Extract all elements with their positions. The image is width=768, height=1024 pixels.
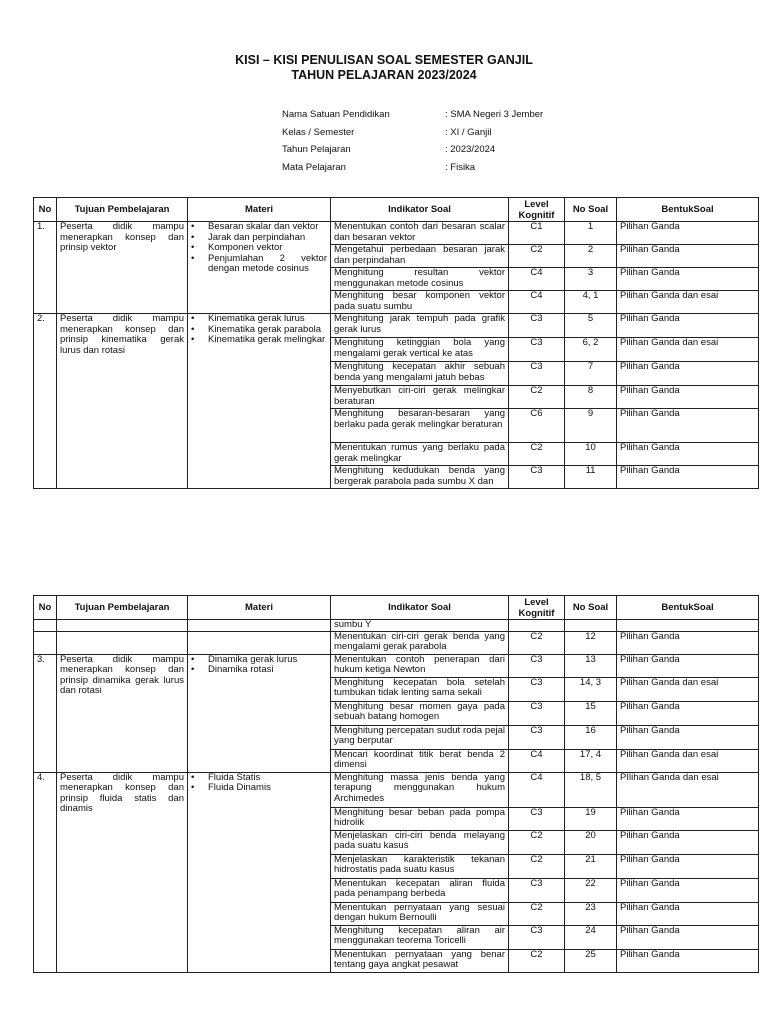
no-soal: 20	[565, 830, 617, 854]
row-number	[34, 620, 57, 632]
no-soal	[565, 620, 617, 632]
info-label: Tahun Pelajaran	[282, 144, 351, 155]
level-kognitif: C2	[509, 245, 565, 268]
no-soal: 13	[565, 654, 617, 677]
no-soal: 17, 4	[565, 749, 617, 772]
header-materi: Materi	[188, 198, 331, 222]
no-soal: 10	[565, 443, 617, 466]
materi-cell	[188, 222, 331, 314]
no-soal: 18, 5	[565, 772, 617, 807]
materi-item: • Kinematika gerak melingkar	[191, 335, 327, 346]
level-kognitif: C3	[509, 677, 565, 701]
materi-cell	[188, 654, 331, 772]
bentuk-soal: Pilihan Ganda	[617, 409, 759, 443]
bentuk-soal: Pilihan Ganda	[617, 222, 759, 245]
title-line-2: TAHUN PELAJARAN 2023/2024	[291, 68, 477, 82]
level-kognitif: C4	[509, 772, 565, 807]
level-kognitif: C2	[509, 631, 565, 654]
indikator-text: Menghitung besaran-besaran yang berlaku pada gerak melingkar beraturan	[331, 409, 509, 443]
header-level: Level Kognitif	[509, 596, 565, 620]
bentuk-soal: Pilihan Ganda	[617, 902, 759, 925]
level-kognitif: C2	[509, 830, 565, 854]
row-number: 3.	[34, 654, 57, 772]
materi-cell	[188, 772, 331, 972]
indikator-text: Menjelaskan ciri-ciri benda melayang pada suatu kasus	[331, 830, 509, 854]
materi-list	[191, 773, 327, 794]
no-soal: 9	[565, 409, 617, 443]
kisi-table-page-1	[33, 197, 759, 489]
bentuk-soal: Pilihan Ganda	[617, 443, 759, 466]
bentuk-soal: Pilihan Ganda	[617, 807, 759, 830]
header-indikator: Indikator Soal	[331, 596, 509, 620]
level-kognitif: C3	[509, 338, 565, 362]
indikator-text: Mencari koordinat titik berat benda 2 dimensi	[331, 749, 509, 772]
tujuan-text: Peserta didik mampu menerapkan konsep dan prinsip fluida statis dan dinamis	[57, 772, 188, 972]
indikator-text: Menentukan contoh penerapan dari hukum ketiga Newton	[331, 654, 509, 677]
bentuk-soal: Pilihan Ganda	[617, 925, 759, 949]
indikator-text: Menghitung kecepatan aliran air menggunakan teorema Toricelli	[331, 925, 509, 949]
no-soal: 19	[565, 807, 617, 830]
indikator-text: Menghitung massa jenis benda yang terapung menggunakan hukum Archimedes	[331, 772, 509, 807]
header-materi: Materi	[188, 596, 331, 620]
materi-item: • Komponen vektor	[191, 243, 327, 254]
no-soal: 12	[565, 631, 617, 654]
no-soal: 3	[565, 268, 617, 291]
indikator-text: Menghitung kedudukan benda yang bergerak parabola pada sumbu X dan	[331, 466, 509, 489]
indikator-text: Menentukan ciri-ciri gerak benda yang mengalami gerak parabola	[331, 631, 509, 654]
level-kognitif: C3	[509, 701, 565, 725]
indikator-text: Menghitung besar komponen vektor pada suatu sumbu	[331, 291, 509, 314]
indikator-text: Menghitung percepatan sudut roda pejal yang berputar	[331, 725, 509, 749]
materi-item: • Penjumlahan 2 vektor dengan metode cosinus	[191, 254, 327, 275]
level-kognitif	[509, 620, 565, 632]
indikator-text: Menentukan rumus yang berlaku pada gerak melingkar	[331, 443, 509, 466]
no-soal: 6, 2	[565, 338, 617, 362]
no-soal: 14, 3	[565, 677, 617, 701]
row-number: 4.	[34, 772, 57, 972]
tujuan-text: Peserta didik mampu menerapkan konsep dan prinsip vektor	[57, 222, 188, 314]
level-kognitif: C4	[509, 268, 565, 291]
materi-item: • Fluida Dinamis	[191, 783, 327, 794]
info-label: Mata Pelajaran	[282, 161, 346, 173]
materi-list	[191, 655, 327, 676]
no-soal: 4, 1	[565, 291, 617, 314]
bentuk-soal: Pilihan Ganda	[617, 631, 759, 654]
level-kognitif: C2	[509, 854, 565, 878]
no-soal: 23	[565, 902, 617, 925]
info-value: : Fisika	[445, 161, 476, 173]
level-kognitif: C2	[509, 949, 565, 972]
level-kognitif: C3	[509, 807, 565, 830]
level-kognitif: C1	[509, 222, 565, 245]
table-row	[34, 631, 759, 654]
bentuk-soal: Pilihan Ganda	[617, 268, 759, 291]
bentuk-soal: Pilihan Ganda	[617, 701, 759, 725]
indikator-text: Menghitung ketinggian bola yang mengalami gerak vertical ke atas	[331, 338, 509, 362]
header-level: Level Kognitif	[509, 198, 565, 222]
level-kognitif: C3	[509, 925, 565, 949]
level-kognitif: C3	[509, 466, 565, 489]
indikator-text: Menentukan pernyataan yang sesuai dengan hukum Bernoulli	[331, 902, 509, 925]
materi-item: • Dinamika rotasi	[191, 665, 327, 676]
no-soal: 5	[565, 314, 617, 338]
no-soal: 11	[565, 466, 617, 489]
bentuk-soal: Pilihan Ganda dan esai	[617, 338, 759, 362]
no-soal: 15	[565, 701, 617, 725]
bentuk-soal: Pilihan Ganda	[617, 854, 759, 878]
bentuk-soal: Pilihan Ganda	[617, 466, 759, 489]
level-kognitif: C2	[509, 443, 565, 466]
header-tujuan: Tujuan Pembelajaran	[57, 596, 188, 620]
materi-cell	[188, 314, 331, 489]
no-soal: 24	[565, 925, 617, 949]
table-row	[34, 772, 759, 807]
level-kognitif: C3	[509, 362, 565, 386]
info-label: Nama Satuan Pendidikan	[282, 109, 390, 120]
no-soal: 7	[565, 362, 617, 386]
title-line-1: KISI – KISI PENULISAN SOAL SEMESTER GANJIL	[235, 53, 533, 67]
bentuk-soal: Pilihan Ganda	[617, 654, 759, 677]
indikator-text: sumbu Y	[331, 620, 509, 632]
materi-item: • Dinamika gerak lurus	[191, 655, 327, 666]
row-number: 1.	[34, 222, 57, 314]
row-number	[34, 631, 57, 654]
header-no: No	[34, 198, 57, 222]
bentuk-soal: Pilihan Ganda	[617, 386, 759, 409]
bentuk-soal: Pilihan Ganda	[617, 949, 759, 972]
indikator-text: Menyebutkan ciri-ciri gerak melingkar beraturan	[331, 386, 509, 409]
info-value: : SMA Negeri 3 Jember	[445, 109, 544, 120]
info-value: : XI / Ganjil	[445, 126, 492, 138]
materi-item: • Jarak dan perpindahan	[191, 233, 327, 244]
materi-item: • Fluida Statis	[191, 773, 327, 784]
indikator-text: Menghitung kecepatan akhir sebuah benda yang mengalami jatuh bebas	[331, 362, 509, 386]
no-soal: 22	[565, 878, 617, 902]
row-number: 2.	[34, 314, 57, 489]
indikator-text: Menentukan contoh dari besaran scalar dan besaran vektor	[331, 222, 509, 245]
no-soal: 1	[565, 222, 617, 245]
level-kognitif: C3	[509, 878, 565, 902]
header-nosoal: No Soal	[565, 596, 617, 620]
header-no: No	[34, 596, 57, 620]
table-header-row	[34, 198, 759, 222]
materi-item: • Kinematika gerak parabola	[191, 325, 327, 336]
bentuk-soal: Pilihan Ganda	[617, 830, 759, 854]
bentuk-soal: Pilihan Ganda dan esai	[617, 677, 759, 701]
level-kognitif: C4	[509, 749, 565, 772]
bentuk-soal: Pilihan Ganda dan esai	[617, 749, 759, 772]
tujuan-text: Peserta didik mampu menerapkan konsep dan prinsip dinamika gerak lurus dan rotasi	[57, 654, 188, 772]
bentuk-soal	[617, 620, 759, 632]
indikator-text: Menghitung kecepatan bola setelah tumbukan tidak lenting sama sekali	[331, 677, 509, 701]
header-bentuk: BentukSoal	[617, 198, 759, 222]
header-bentuk: BentukSoal	[617, 596, 759, 620]
tujuan-text	[57, 631, 188, 654]
info-label: Kelas / Semester	[282, 126, 355, 138]
tujuan-text	[57, 620, 188, 632]
table-row	[34, 314, 759, 338]
header-indikator: Indikator Soal	[331, 198, 509, 222]
table-row	[34, 654, 759, 677]
materi-cell	[188, 631, 331, 654]
bentuk-soal: Pilihan Ganda	[617, 314, 759, 338]
indikator-text: Menjelaskan karakteristik tekanan hidrostatis pada suatu kasus	[331, 854, 509, 878]
indikator-text: Mengetahui perbedaan besaran jarak dan perpindahan	[331, 245, 509, 268]
info-value: : 2023/2024	[445, 144, 496, 155]
bentuk-soal: Pilihan Ganda dan esai	[617, 291, 759, 314]
materi-list	[191, 222, 327, 275]
kisi-table-page-2	[33, 595, 759, 973]
indikator-text: Menghitung resultan vektor menggunakan metode cosinus	[331, 268, 509, 291]
bentuk-soal: Pilihan Ganda	[617, 245, 759, 268]
indikator-text: Menentukan pernyataan yang benar tentang gaya angkat pesawat	[331, 949, 509, 972]
table-row	[34, 222, 759, 245]
no-soal: 16	[565, 725, 617, 749]
no-soal: 2	[565, 245, 617, 268]
bentuk-soal: Pilihan Ganda	[617, 878, 759, 902]
level-kognitif: C3	[509, 314, 565, 338]
materi-cell	[188, 620, 331, 632]
indikator-text: Menentukan kecepatan aliran fluida pada penampang berbeda	[331, 878, 509, 902]
table-row	[34, 620, 759, 632]
header-nosoal: No Soal	[565, 198, 617, 222]
bentuk-soal: Pilihan Ganda	[617, 725, 759, 749]
no-soal: 8	[565, 386, 617, 409]
indikator-text: Menghitung besar beban pada pompa hidrolik	[331, 807, 509, 830]
materi-list	[191, 314, 327, 346]
tujuan-text: Peserta didik mampu menerapkan konsep dan prinsip kinematika gerak lurus dan rotasi	[57, 314, 188, 489]
header-tujuan: Tujuan Pembelajaran	[57, 198, 188, 222]
indikator-text: Menghitung besar momen gaya pada sebuah batang homogen	[331, 701, 509, 725]
bentuk-soal: PIlihan Ganda dan esai	[617, 772, 759, 807]
level-kognitif: C4	[509, 291, 565, 314]
no-soal: 25	[565, 949, 617, 972]
level-kognitif: C2	[509, 386, 565, 409]
bentuk-soal: Pilihan Ganda	[617, 362, 759, 386]
level-kognitif: C6	[509, 409, 565, 443]
table-header-row	[34, 596, 759, 620]
materi-item: • Kinematika gerak lurus	[191, 314, 327, 325]
indikator-text: Menghitung jarak tempuh pada grafik gerak lurus	[331, 314, 509, 338]
level-kognitif: C3	[509, 725, 565, 749]
level-kognitif: C3	[509, 654, 565, 677]
level-kognitif: C2	[509, 902, 565, 925]
no-soal: 21	[565, 854, 617, 878]
materi-item: • Besaran skalar dan vektor	[191, 222, 327, 233]
